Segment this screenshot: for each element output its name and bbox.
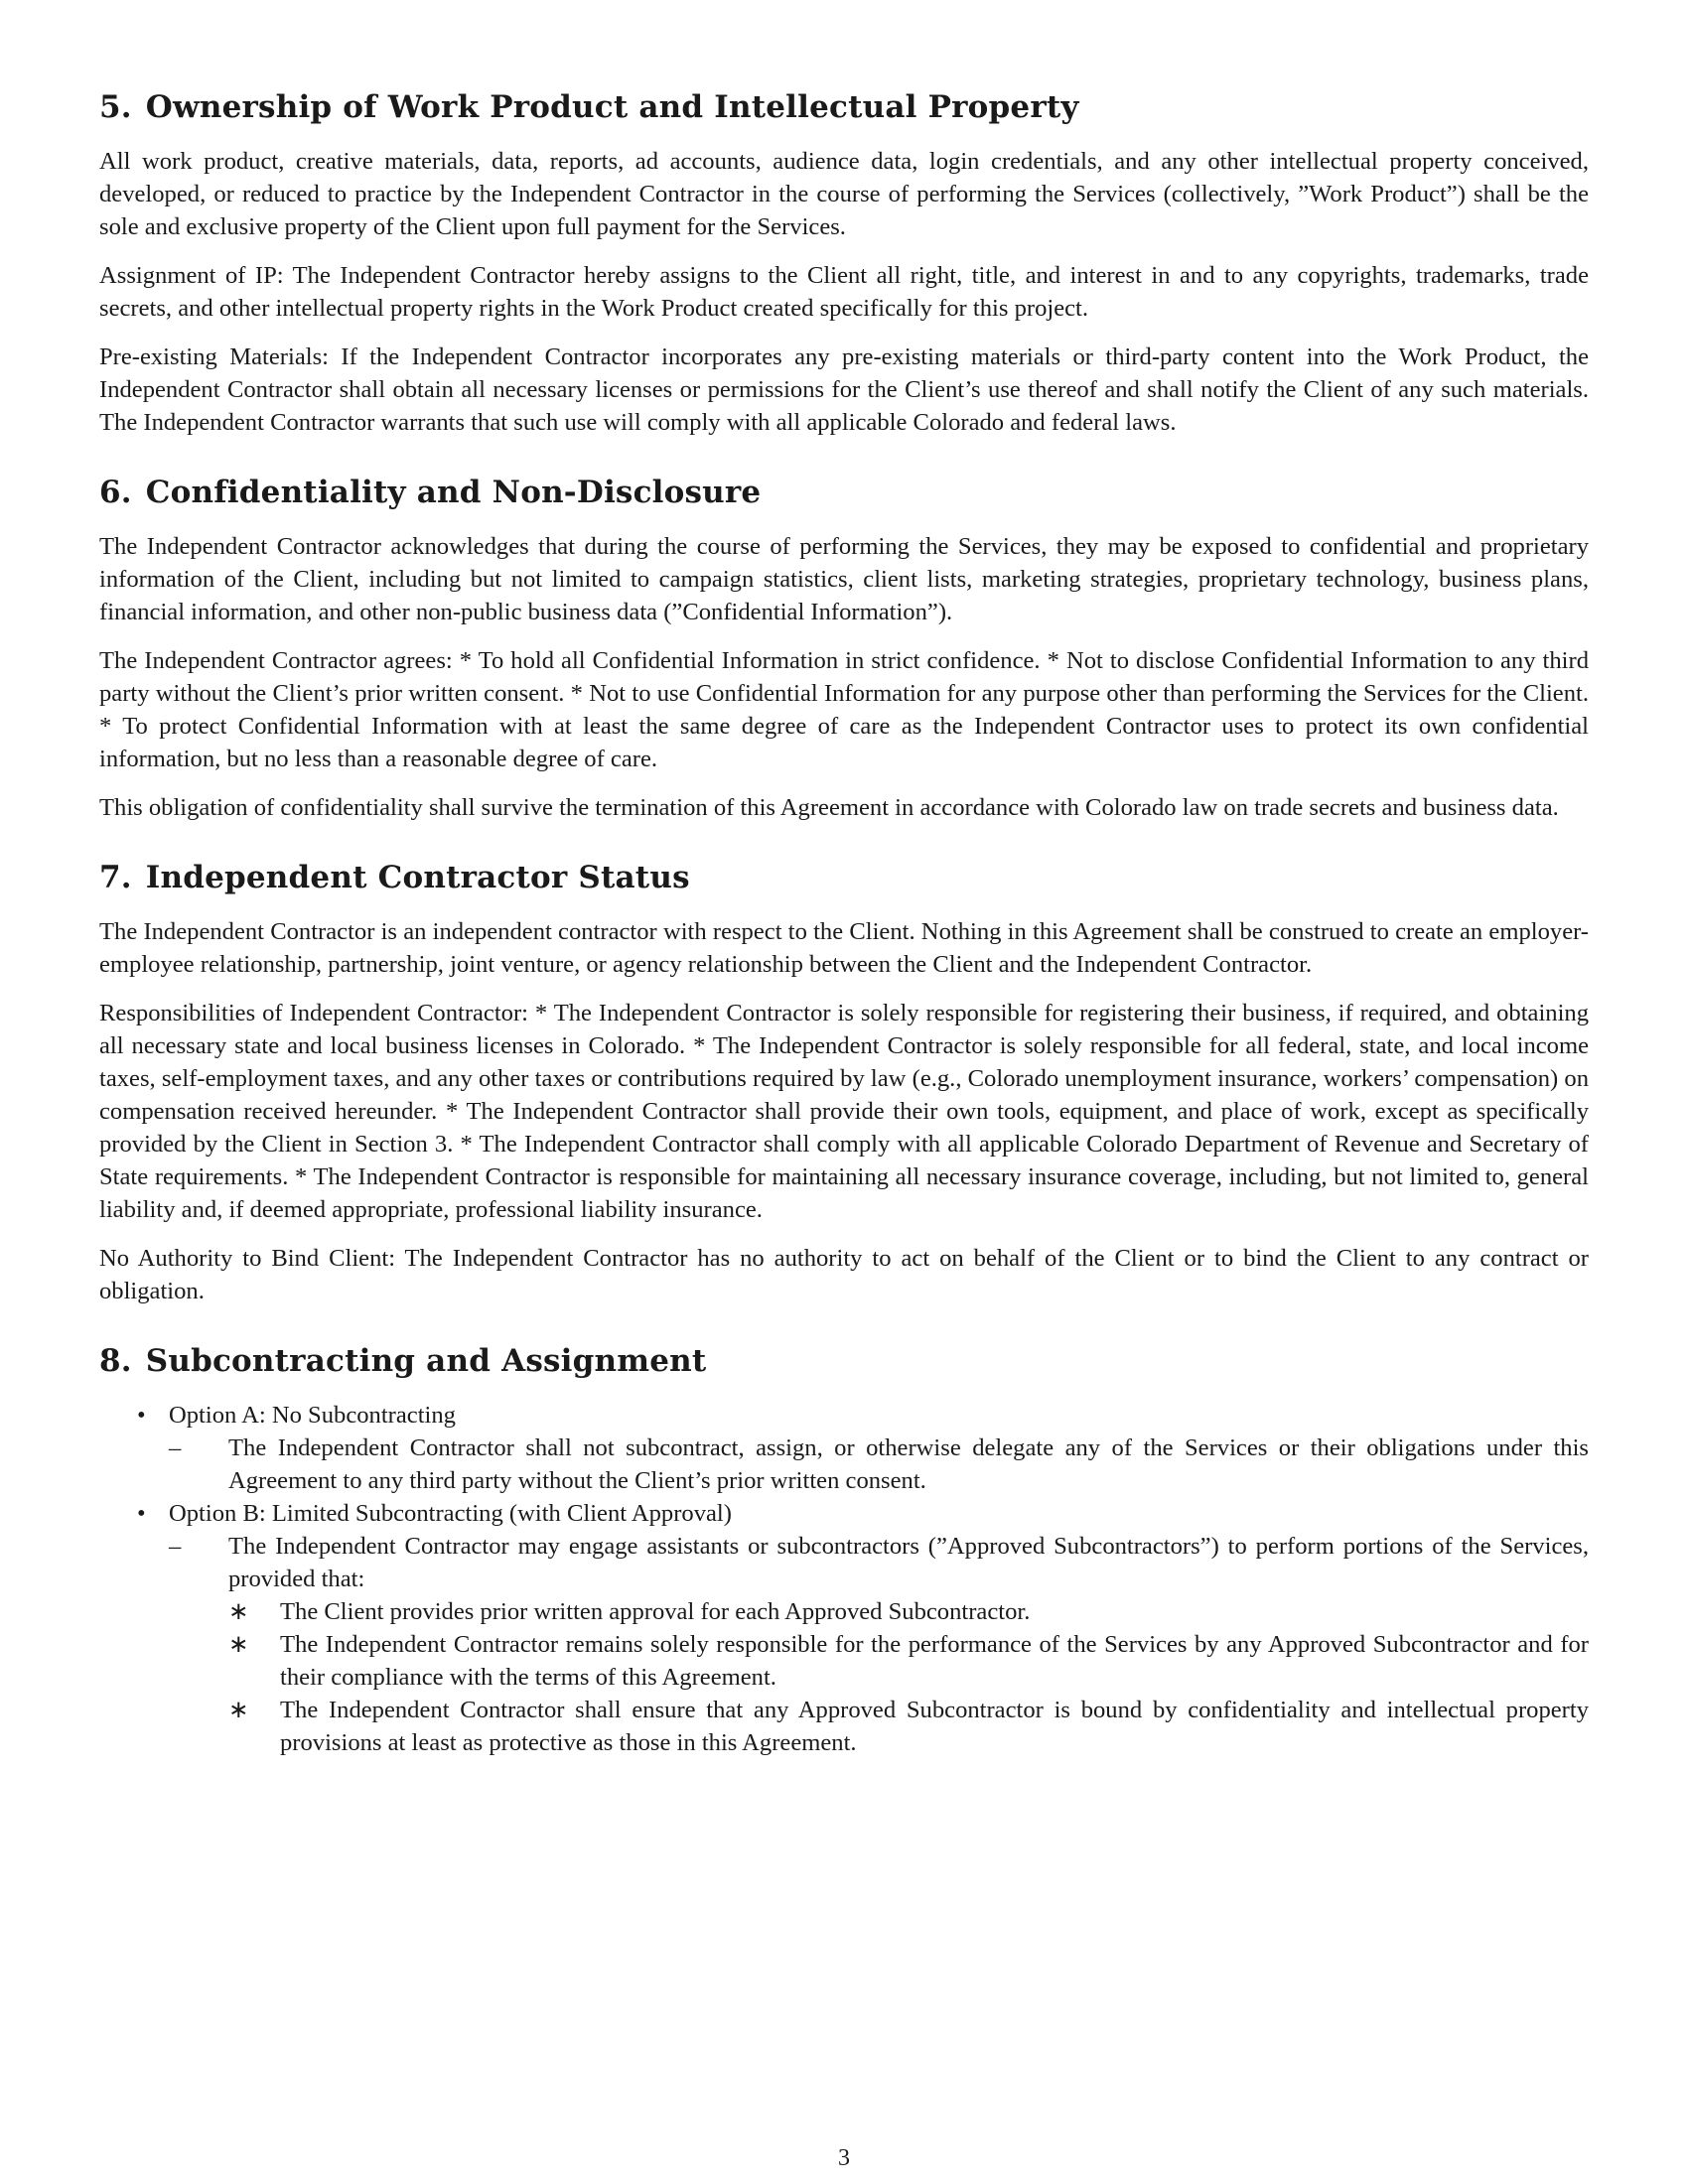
bullet-icon: • [137,1500,146,1527]
section-title: Independent Contractor Status [145,860,690,895]
list-item [169,1530,1589,1759]
section-title: Confidentiality and Non-Disclosure [145,475,762,510]
section-number: 6. [99,475,132,510]
list-item [228,1595,1589,1628]
section-heading [99,87,1589,127]
section-number: 7. [99,860,132,895]
section-5 [99,87,1589,439]
dash-icon: – [169,1434,182,1461]
list-item-text: The Client provides prior written approval for each Approved Subcontractor. [280,1598,1031,1625]
sub-sub-list [228,1595,1589,1759]
dash-icon: – [169,1533,182,1560]
section-heading [99,858,1589,897]
list-item [228,1628,1589,1694]
paragraph: All work product, creative materials, data, reports, ad accounts, audience data, login credentials, and any other intellectual property conceived, developed, or reduced to practice by the Independent Contractor in the course of performing the Services (collectively, ”Work Product”) shall be the sole and exclusive property of the Client upon full payment for the Services. [99,148,1589,240]
section-number: 5. [99,89,132,125]
paragraph: Assignment of IP: The Independent Contractor hereby assigns to the Client all right, title, and interest in and to any copyrights, trademarks, trade secrets, and other intellectual property rights in the Work Product created specifically for this project. [99,262,1589,322]
list-item [99,1497,1589,1759]
list-item-text: The Independent Contractor remains solely responsible for the performance of the Services by any Approved Subcontractor and for their compliance with the terms of this Agreement. [280,1631,1589,1691]
asterisk-icon: ∗ [228,1631,249,1658]
section-8 [99,1341,1589,1759]
list-item [99,1399,1589,1497]
list-item-text: The Independent Contractor may engage assistants or subcontractors (”Approved Subcontractors”) to perform portions of the Services, provided that: [228,1533,1589,1592]
option-label: Option A: No Subcontracting [169,1402,456,1429]
section-heading [99,473,1589,512]
section-title: Ownership of Work Product and Intellectual Property [145,89,1079,125]
section-7 [99,858,1589,1307]
list-item [228,1694,1589,1759]
page-number: 3 [838,2145,850,2171]
list-item-text: The Independent Contractor shall ensure that any Approved Subcontractor is bound by confidentiality and intellectual property provisions at least as protective as those in this Agreement. [280,1697,1589,1756]
paragraph: The Independent Contractor acknowledges that during the course of performing the Services, they may be exposed to confidential and proprietary information of the Client, including but not limited to campaign statistics, client lists, marketing strategies, proprietary technology, business plans, financial information, and other non-public business data (”Confidential Information”). [99,533,1589,625]
document-page [99,87,1589,1793]
sub-list [169,1432,1589,1497]
section-6 [99,473,1589,824]
option-label: Option B: Limited Subcontracting (with Client Approval) [169,1500,732,1527]
asterisk-icon: ∗ [228,1697,249,1723]
list-item-text: The Independent Contractor shall not subcontract, assign, or otherwise delegate any of the Services or their obligations under this Agreement to any third party without the Client’s prior written consent. [228,1434,1589,1494]
options-list [99,1399,1589,1759]
paragraph: The Independent Contractor agrees: * To hold all Confidential Information in strict confidence. * Not to disclose Confidential Information to any third party without the Client’s prior written consent. * Not to use Confidential Information for any purpose other than performing the Services for the Client. * To protect Confidential Information with at least the same degree of care as the Independent Contractor uses to protect its own confidential information, but no less than a reasonable degree of care. [99,647,1589,772]
paragraph: This obligation of confidentiality shall survive the termination of this Agreement in accordance with Colorado law on trade secrets and business data. [99,794,1559,821]
asterisk-icon: ∗ [228,1598,249,1625]
section-heading [99,1341,1589,1381]
sub-list [169,1530,1589,1759]
paragraph: No Authority to Bind Client: The Independent Contractor has no authority to act on behalf of the Client or to bind the Client to any contract or obligation. [99,1245,1589,1304]
section-title: Subcontracting and Assignment [145,1343,707,1379]
paragraph: The Independent Contractor is an independent contractor with respect to the Client. Nothing in this Agreement shall be construed to create an employer-employee relationship, partnership, joint venture, or agency relationship between the Client and the Independent Contractor. [99,918,1589,978]
bullet-icon: • [137,1402,146,1429]
section-number: 8. [99,1343,132,1379]
list-item [169,1432,1589,1497]
paragraph: Responsibilities of Independent Contractor: * The Independent Contractor is solely responsible for registering their business, if required, and obtaining all necessary state and local business licenses in Colorado. * The Independent Contractor is solely responsible for all federal, state, and local income taxes, self-employment taxes, and any other taxes or contributions required by law (e.g., Colorado unemployment insurance, workers’ compensation) on compensation received hereunder. * The Independent Contractor shall provide their own tools, equipment, and place of work, except as specifically provided by the Client in Section 3. * The Independent Contractor shall comply with all applicable Colorado Department of Revenue and Secretary of State requirements. * The Independent Contractor is responsible for maintaining all necessary insurance coverage, including, but not limited to, general liability and, if deemed appropriate, professional liability insurance. [99,1000,1589,1223]
paragraph: Pre-existing Materials: If the Independent Contractor incorporates any pre-existing materials or third-party content into the Work Product, the Independent Contractor shall obtain all necessary licenses or permissions for the Client’s use thereof and shall notify the Client of any such materials. The Independent Contractor warrants that such use will comply with all applicable Colorado and federal laws. [99,343,1589,436]
